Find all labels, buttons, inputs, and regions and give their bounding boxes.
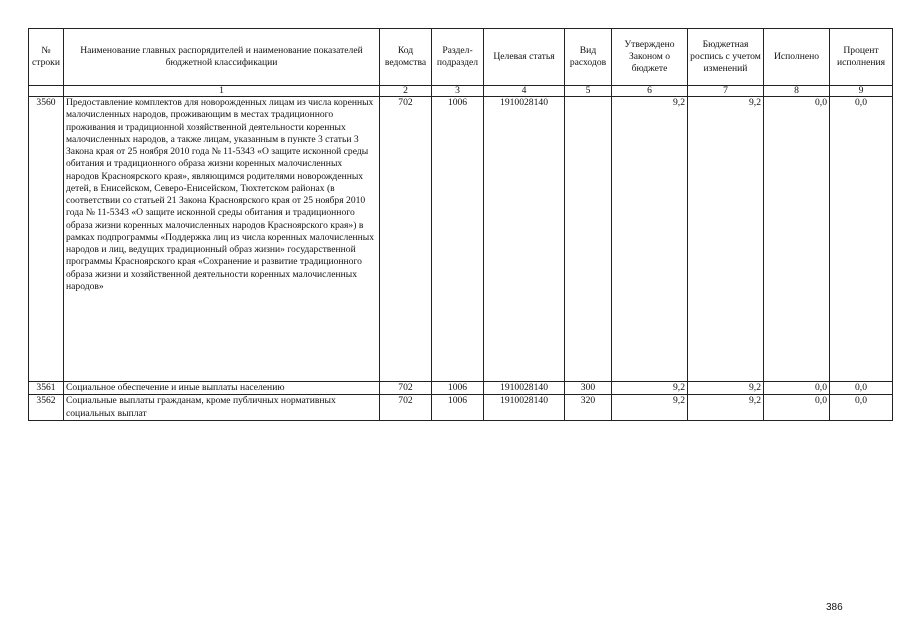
column-number: 4 — [484, 86, 565, 97]
header-name: Наименование главных распорядителей и наименование показателей бюджетной классификации — [64, 29, 380, 86]
row-expense-type — [565, 97, 612, 382]
header-row-no: № строки — [29, 29, 64, 86]
row-percent: 0,0 — [830, 97, 893, 382]
column-number: 3 — [432, 86, 484, 97]
row-name: Социальное обеспечение и иные выплаты населению — [64, 382, 380, 395]
header-schedule: Бюджетная роспись с учетом изменений — [688, 29, 764, 86]
column-number: 9 — [830, 86, 893, 97]
column-number: 6 — [612, 86, 688, 97]
row-number: 3561 — [29, 382, 64, 395]
header-expense-type: Вид расходов — [565, 29, 612, 86]
table-row — [29, 382, 893, 395]
row-executed: 0,0 — [764, 382, 830, 395]
page-number: 386 — [826, 602, 843, 613]
row-percent: 0,0 — [830, 395, 893, 421]
header-target: Целевая статья — [484, 29, 565, 86]
header-approved: Утверждено Законом о бюджете — [612, 29, 688, 86]
column-number: 7 — [688, 86, 764, 97]
budget-table — [28, 28, 893, 421]
header-executed: Исполнено — [764, 29, 830, 86]
row-section: 1006 — [432, 382, 484, 395]
row-schedule: 9,2 — [688, 97, 764, 382]
column-number-row — [29, 86, 893, 97]
header-percent: Процент исполнения — [830, 29, 893, 86]
column-number: 8 — [764, 86, 830, 97]
column-number: 5 — [565, 86, 612, 97]
column-number — [29, 86, 64, 97]
row-number: 3562 — [29, 395, 64, 421]
row-schedule: 9,2 — [688, 395, 764, 421]
header-section: Раздел-подраздел — [432, 29, 484, 86]
table-row — [29, 97, 893, 382]
row-number: 3560 — [29, 97, 64, 382]
row-approved: 9,2 — [612, 395, 688, 421]
row-name: Предоставление комплектов для новорожденных лицам из числа коренных малочисленных народов, проживающим в местах традиционного проживания и традиционной хозяйственной деятельности коренных малочисленных народов, а также лицам, указанным в пункте 3 статьи 3 Закона края от 25 ноября 2010 года № 11-5343 «О защите исконной среды обитания и традиционного образа жизни коренных малочисленных народов Красноярского края», являющимся родителями новорожденных детей, в Енисейском, Северо-Енисейском, Тюхтетском районах (в соответствии со статьей 21 Закона Красноярского края от 25 ноября 2010 года № 11-5343 «О защите исконной среды обитания и традиционного образа жизни коренных малочисленных народов Красноярского края») в рамках подпрограммы «Поддержка лиц из числа коренных малочисленных народов и лиц, ведущих традиционный образ жизни» государственной программы Красноярского края «Сохранение и развитие традиционного образа жизни и хозяйственной деятельности коренных малочисленных народов» — [64, 97, 380, 382]
row-schedule: 9,2 — [688, 382, 764, 395]
row-approved: 9,2 — [612, 97, 688, 382]
row-target: 1910028140 — [484, 395, 565, 421]
row-section: 1006 — [432, 395, 484, 421]
row-name: Социальные выплаты гражданам, кроме публичных нормативных социальных выплат — [64, 395, 380, 421]
row-dept-code: 702 — [380, 97, 432, 382]
row-executed: 0,0 — [764, 395, 830, 421]
row-target: 1910028140 — [484, 382, 565, 395]
row-expense-type: 300 — [565, 382, 612, 395]
row-executed: 0,0 — [764, 97, 830, 382]
row-percent: 0,0 — [830, 382, 893, 395]
row-section: 1006 — [432, 97, 484, 382]
row-target: 1910028140 — [484, 97, 565, 382]
row-dept-code: 702 — [380, 395, 432, 421]
row-expense-type: 320 — [565, 395, 612, 421]
row-approved: 9,2 — [612, 382, 688, 395]
row-dept-code: 702 — [380, 382, 432, 395]
header-dept-code: Код ведомства — [380, 29, 432, 86]
header-row — [29, 29, 893, 86]
column-number: 1 — [64, 86, 380, 97]
column-number: 2 — [380, 86, 432, 97]
table-row — [29, 395, 893, 421]
